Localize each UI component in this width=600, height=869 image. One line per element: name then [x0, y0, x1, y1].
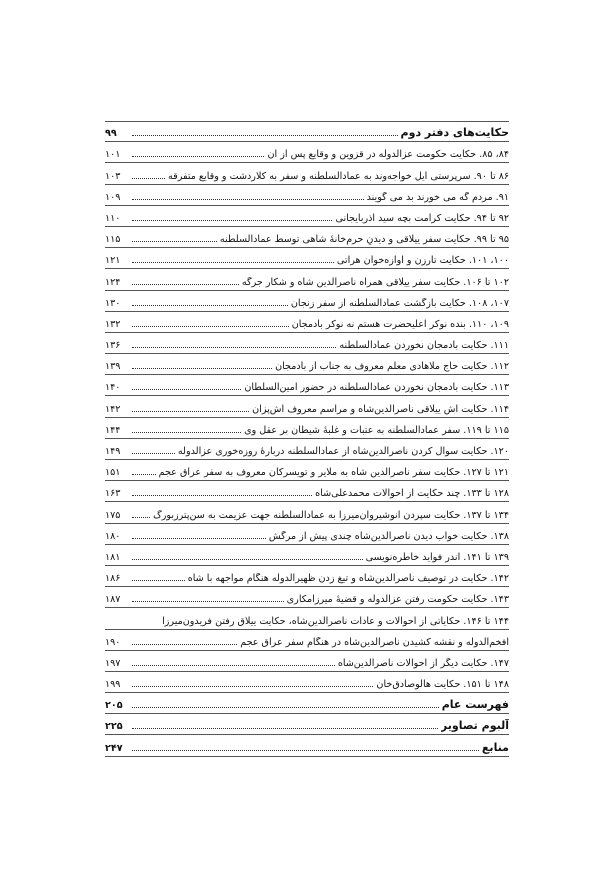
toc-section-row	[105, 735, 509, 756]
dot-leader	[132, 432, 241, 433]
dot-leader	[132, 665, 335, 666]
toc-page-number: ۱۳۰	[105, 297, 121, 309]
toc-page-number: ۱۵۱	[105, 467, 121, 479]
toc-entry-row	[105, 460, 509, 481]
toc-entry-title: ۱۴۷. حکایت دیگر از احوالات ناصرالدین‌شاه	[337, 657, 509, 669]
dot-leader	[132, 538, 266, 539]
toc-page-number: ۹۹	[105, 128, 117, 140]
toc-entry-row	[105, 206, 509, 227]
toc-page-number: ۱۳۹	[105, 361, 121, 373]
toc-page-number: ۲۰۵	[105, 700, 123, 712]
toc-page-number: ۱۹۹	[105, 679, 121, 691]
toc-entry-title: ۹۲ تا ۹۴. حکایت کرامت بچه سید آذربایجانی	[335, 212, 509, 224]
toc-page-number: ۲۴۷	[105, 742, 123, 754]
toc-entry-title: ۱۰۷، ۱۰۸. حکایت بازگشت عمادالسلطنه از سفر زنجان	[290, 297, 509, 309]
dot-leader	[132, 474, 156, 475]
dot-leader	[132, 326, 289, 327]
toc-entry-row	[105, 396, 509, 417]
toc-entry-row	[105, 291, 509, 312]
toc-entry-row	[105, 566, 509, 587]
toc-entry-title: ۹۵ تا ۹۹. حکایت سفر ییلاقی و دیدنِ حرم‌خانهٔ شاهی توسط عمادالسلطنه	[219, 234, 509, 246]
toc-entry-title: حکایت‌های دفتر دوم	[400, 126, 509, 140]
toc-entry-title: ۱۲۸ تا ۱۳۳. چند حکایت از احوالات محمدعلی‌شاه	[315, 488, 509, 500]
toc-page-number: ۲۲۵	[105, 721, 123, 733]
dot-leader	[132, 389, 241, 390]
dot-leader	[132, 241, 217, 242]
toc-entry-title: ۱۳۸. حکایت خواب دیدن ناصرالدین‌شاه چندی پیش از مرگش	[268, 530, 509, 542]
toc-entry-title: ۱۱۳. حکایت بادمجان نخوردن عمادالسلطنه در حضور امین‌السلطان	[244, 382, 509, 394]
toc-entry-row	[105, 545, 509, 566]
dot-leader	[132, 284, 239, 285]
dot-leader	[132, 220, 332, 221]
toc-entry-row	[105, 354, 509, 375]
toc-entry-title: ۱۰۲ تا ۱۰۶. حکایت سفر ییلاقی همراه ناصرالدین شاه و شکار جرگه	[241, 276, 509, 288]
toc-entry-row	[105, 269, 509, 290]
toc-page-number: ۱۴۲	[105, 403, 121, 415]
toc-page-number: ۱۲۴	[105, 276, 121, 288]
dot-leader	[132, 559, 363, 560]
toc-entry-row	[105, 227, 509, 248]
dot-leader	[132, 728, 438, 729]
toc-entry-title: ۱۳۴ تا ۱۳۷. حکایت سپردن انوشیروان‌میرزا به عمادالسلطنه جهت عزیمت به سن‌پترزبورگ	[153, 509, 509, 521]
toc-entry-row	[105, 672, 509, 693]
dot-leader	[132, 347, 336, 348]
toc-entry-title: ۱۲۱ تا ۱۲۷. حکایت سفر ناصرالدین شاه به ملایر و تویسرکان معروف به سفر عراق عجم	[158, 467, 509, 479]
toc-entry-title: ۱۱۴. حکایت آش ییلاقی ناصرالدین‌شاه و مراسم معروف آش‌پزان	[252, 403, 509, 415]
dot-leader	[132, 156, 264, 157]
toc-entry-title: فهرست عام	[441, 698, 509, 712]
toc-section-row	[105, 693, 509, 714]
toc-entry-row	[105, 185, 509, 206]
toc-entry-title: ۱۴۴ تا ۱۴۶. حکایاتی از احوالات و عادات ناصرالدین‌شاه، حکایت ییلاق رفتن فریدون‌میرزا	[162, 615, 509, 627]
table-of-contents	[105, 121, 509, 757]
toc-page-number: ۱۸۰	[105, 530, 121, 542]
toc-page-number: ۱۹۷	[105, 657, 121, 669]
toc-entry-title: افخم‌الدوله و نقشه کشیدن ناصرالدین‌شاه در هنگام سفر عراق عجم	[240, 636, 509, 648]
toc-entry-title: ۱۰۹، ۱۱۰. بنده نوکر اعلیحضرت هستم نه نوکر بادمجان	[291, 318, 509, 330]
dot-leader	[132, 411, 249, 412]
toc-entry-title: ۱۲۰. حکایت سوال کردن ناصرالدین‌شاه از عمادالسلطنه دربارهٔ روزه‌خوری عزالدوله	[177, 446, 509, 457]
toc-entry-row	[105, 651, 509, 672]
toc-page-number: ۱۴۴	[105, 424, 121, 436]
toc-entry-title: ۱۱۵ تا ۱۱۹. سفر عمادالسلطنه به عتبات و غلبهٔ شیطان بر عقل وی	[244, 424, 509, 436]
dot-leader	[132, 601, 284, 602]
toc-entry-row	[105, 418, 509, 439]
toc-entry-title: ۱۱۲. حکایت حاج ملاهادی معلم معروف به جناب از بادمجان	[275, 361, 509, 373]
toc-entry-title: ۱۰۰، ۱۰۱. حکایت تارزن و آوازه‌خوان هراتی	[336, 255, 509, 267]
dot-leader	[132, 686, 373, 687]
toc-page-number: ۱۰۹	[105, 191, 121, 203]
dot-leader	[132, 644, 237, 645]
dot-leader	[132, 750, 479, 751]
toc-entry-row	[105, 163, 509, 184]
toc-entry-title: ۱۴۲. حکایت در توصیف ناصرالدین‌شاه و تیغ زدن ظهیرالدوله هنگام مواجهه با شاه	[187, 573, 509, 585]
toc-entry-row	[105, 375, 509, 396]
dot-leader	[132, 368, 272, 369]
toc-section-row	[105, 121, 509, 142]
toc-section-row	[105, 714, 509, 735]
dot-leader	[132, 199, 364, 200]
toc-entry-row	[105, 439, 509, 460]
toc-entry-title: ۱۱۱. حکایت بادمجان نخوردن عمادالسلطنه	[339, 340, 509, 352]
dot-leader	[132, 580, 185, 581]
toc-page-number: ۱۸۷	[105, 594, 121, 606]
dot-leader	[132, 178, 165, 179]
toc-entry-row	[105, 312, 509, 333]
toc-page-number: ۱۲۱	[105, 255, 121, 267]
toc-page-number: ۱۳۶	[105, 340, 121, 352]
toc-entry-title: ۸۶ تا ۹۰. سرپرستی ایل خواجه‌وند به عمادالسلطنه و سفر به کلاردشت و وقایع متفرقه	[167, 170, 509, 182]
toc-page-number: ۱۴۰	[105, 382, 121, 394]
dot-leader	[132, 262, 334, 263]
toc-page-number: ۱۸۱	[105, 551, 121, 563]
toc-page-number: ۱۱۰	[105, 212, 121, 224]
toc-entry-row	[105, 333, 509, 354]
toc-entry-title: ۹۱. مردم گُه می خورند بد می گویند	[366, 191, 509, 203]
toc-entry-row	[105, 587, 509, 608]
toc-entry-row	[105, 481, 509, 502]
toc-page-number: ۱۳۲	[105, 318, 121, 330]
toc-page-number: ۱۴۹	[105, 446, 121, 457]
toc-page-number: ۱۹۰	[105, 636, 121, 648]
toc-entry-row	[105, 608, 509, 629]
toc-entry-title: ۱۴۳. حکایت حکومت رفتن عزالدوله و قضیهٔ میرزامکاری	[286, 594, 509, 606]
toc-entry-title: آلبوم تصاویر	[440, 719, 509, 733]
toc-page-number: ۱۶۳	[105, 488, 121, 500]
toc-page-number: ۱۰۱	[105, 149, 121, 161]
toc-entry-row	[105, 142, 509, 163]
toc-page-number: ۱۸۶	[105, 573, 121, 585]
toc-entry-row	[105, 630, 509, 651]
toc-page-number: ۱۷۵	[105, 509, 121, 521]
dot-leader	[132, 517, 150, 518]
toc-entry-row	[105, 502, 509, 523]
dot-leader	[132, 305, 288, 306]
toc-entry-row	[105, 524, 509, 545]
dot-leader	[132, 453, 175, 454]
dot-leader	[132, 707, 439, 708]
toc-entry-title: ۱۳۹ تا ۱۴۱. اندر فواید خاطره‌نویسی	[365, 551, 509, 563]
toc-page-number: ۱۰۳	[105, 170, 121, 182]
toc-entry-title: منابع	[481, 740, 509, 754]
toc-page-number: ۱۱۵	[105, 234, 121, 246]
dot-leader	[132, 135, 398, 136]
dot-leader	[132, 495, 312, 496]
toc-entry-title: ۱۴۸ تا ۱۵۱. حکایت هالوصادق‌خان	[376, 679, 509, 691]
toc-entry-row	[105, 248, 509, 269]
toc-entry-title: ۸۴، ۸۵. حکایت حکومت عزالدوله در قزوین و وقایع پس از آن	[267, 149, 509, 161]
